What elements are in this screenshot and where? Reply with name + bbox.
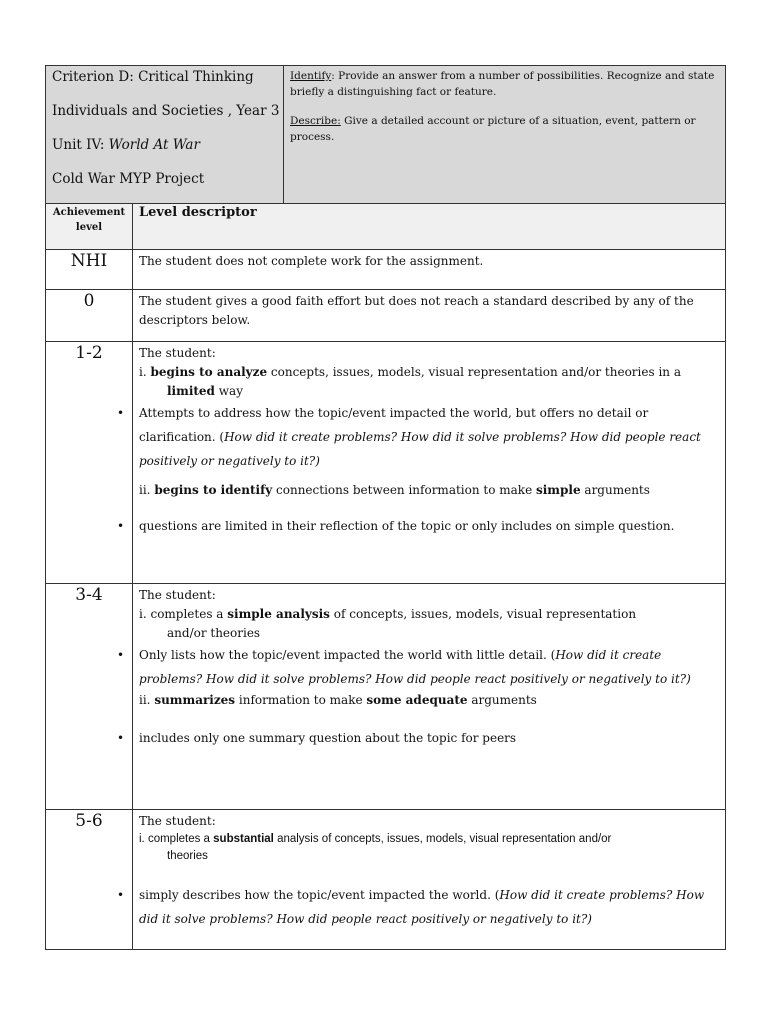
unit-title: Unit IV: World At War [52,137,200,153]
bullet-item: • Only lists how the topic/event impacted the world with little detail. (How did it create problems? How did it solve problems? How did people react positively or negatively to it?) [139,643,719,691]
bullet-icon: • [117,519,125,533]
rubric-row-1-2 [46,342,726,584]
criterion-ii: ii. begins to identify connections between information to make simple arguments [139,483,650,497]
bullet-item: • includes only one summary question about the topic for peers [139,726,719,750]
rubric-row-nhi [46,250,726,290]
header-definitions-cell [284,66,726,204]
header-row [46,66,726,204]
bullet-icon: • [117,888,125,902]
project-title: Cold War MYP Project [52,171,205,187]
rubric-row-0 [46,290,726,342]
rubric-sheet [45,65,725,950]
bullet-item: • simply describes how the topic/event impacted the world. (How did it create problems? How did it solve problems? How did people react positively or negatively to it?) [139,883,719,931]
criterion-ii: ii. summarizes information to make some adequate arguments [139,693,537,707]
level-cell: NHI [46,250,133,290]
criterion-i: i. completes a simple analysis of concepts, issues, models, visual representation and/or theories [139,607,637,640]
intro-text: The student: [139,814,216,828]
column-header-row [46,204,726,250]
course-title: Individuals and Societies , Year 3 [52,103,280,119]
bullet-icon: • [117,731,125,745]
descriptor-cell [117,810,726,950]
descriptor-cell [117,342,726,584]
level-descriptor-header: Level descriptor [133,204,726,250]
criterion-i: i. begins to analyze concepts, issues, models, visual representation and/or theories in a limited way [139,365,681,398]
describe-definition: Describe: Give a detailed account or picture of a situation, event, pattern or process. [290,115,696,143]
descriptor-cell: The student gives a good faith effort but does not reach a standard described by any of the descriptors below. [133,290,726,342]
criterion-i: i. completes a substantial analysis of concepts, issues, models, visual representation and/or theories [139,833,612,862]
rubric-row-3-4 [46,584,726,810]
intro-text: The student: [139,588,216,602]
bullet-item: • questions are limited in their reflection of the topic or only includes on simple question. [139,514,719,538]
header-info-cell [46,66,284,204]
achievement-level-header: Achievement level [46,204,133,250]
level-cell: 1-2 [46,342,133,584]
identify-definition: Identify: Provide an answer from a number of possibilities. Recognize and state briefly a distinguishing fact or feature. [290,70,715,98]
level-cell: 5-6 [46,810,133,950]
bullet-icon: • [117,406,125,420]
bullet-item: • Attempts to address how the topic/event impacted the world, but offers no detail or clarification. (How did it create problems? How did it solve problems? How did people react positively or negatively to it?) [139,401,719,473]
rubric-row-5-6 [46,810,726,950]
level-cell: 0 [46,290,133,342]
bullet-icon: • [117,648,125,662]
descriptor-cell: The student does not complete work for the assignment. [133,250,726,290]
descriptor-cell [117,584,726,810]
intro-text: The student: [139,346,216,360]
criterion-title: Criterion D: Critical Thinking [52,69,254,85]
level-cell: 3-4 [46,584,133,810]
rubric-table [45,65,726,950]
